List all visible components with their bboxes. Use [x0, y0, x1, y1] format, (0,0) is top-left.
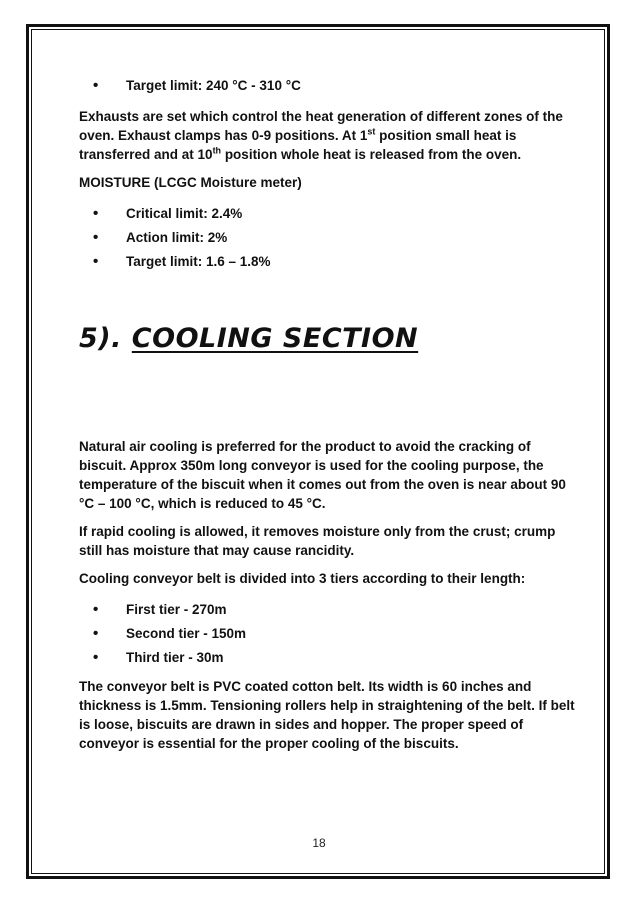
tier-third-bullet: • Third tier - 30m: [93, 648, 579, 667]
exhaust-sup-2: th: [212, 145, 222, 156]
moisture-action-bullet: • Action limit: 2%: [93, 228, 579, 247]
moisture-target-bullet: • Target limit: 1.6 – 1.8%: [93, 252, 579, 271]
exhaust-text-2: position small heat is transferred and at 10: [79, 128, 517, 162]
moisture-list: [79, 204, 579, 271]
exhaust-paragraph: [79, 107, 579, 164]
page-number: 18: [312, 836, 326, 850]
cooling-paragraph-1: Natural air cooling is preferred for the product to avoid the cracking of biscuit. Approx 350m long conveyor is used for the cooling purpose, the temperature of the biscuit when it comes out from the oven is near about 90 °C – 100 °C, which is reduced to 45 °C.: [79, 439, 566, 511]
tier-first-bullet: • First tier - 270m: [93, 600, 579, 619]
heading-number: 5).: [79, 323, 122, 354]
cooling-paragraph-2: If rapid cooling is allowed, it removes moisture only from the crust; crump still has moisture that may cause rancidity.: [79, 524, 556, 558]
moisture-title: MOISTURE (LCGC Moisture meter): [79, 175, 302, 190]
tier-second-bullet: • Second tier - 150m: [93, 624, 579, 643]
moisture-critical-bullet: • Critical limit: 2.4%: [93, 204, 579, 223]
cooling-paragraph-4: The conveyor belt is PVC coated cotton belt. Its width is 60 inches and thickness is 1.5mm. Tensioning rollers help in straightening of the belt. If belt is loose, biscuits are drawn in sides and hopper. The proper speed of conveyor is essential for the proper cooling of the biscuits.: [79, 679, 575, 751]
heading-title: COOLING SECTION: [131, 323, 419, 354]
exhaust-sup-1: st: [367, 126, 376, 137]
cooling-section-heading: [79, 321, 579, 357]
tier-list: [79, 600, 579, 667]
page-content: [79, 76, 579, 762]
cooling-paragraph-3: Cooling conveyor belt is divided into 3 tiers according to their length:: [79, 571, 526, 586]
exhaust-text-1: Exhausts are set which control the heat generation of different zones of the oven. Exhaust clamps has 0-9 positions. At 1: [79, 109, 563, 143]
exhaust-text-3: position whole heat is released from the oven.: [221, 147, 522, 162]
oven-target-limit-bullet: • Target limit: 240 °C - 310 °C: [93, 76, 579, 95]
